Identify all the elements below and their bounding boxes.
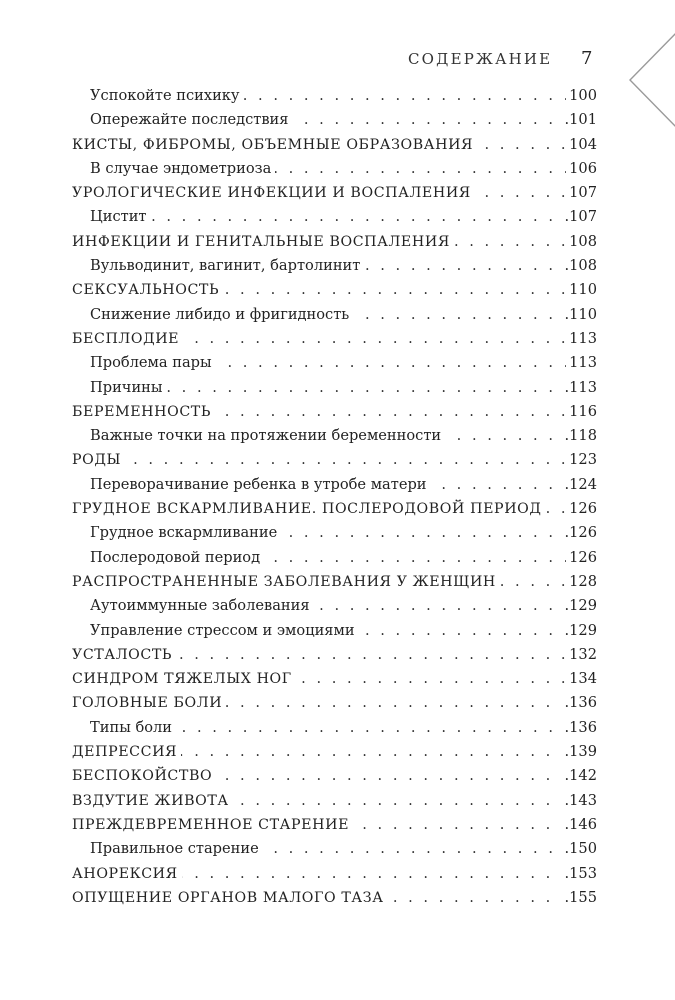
toc-entry[interactable]	[90, 424, 597, 448]
dot-leader	[72, 448, 597, 472]
toc-entry-title: Вульводинит, вагинит, бартолинит	[90, 257, 364, 274]
toc-entry-page: .101	[562, 108, 598, 132]
toc-entry-title: Причины	[90, 379, 167, 396]
toc-entry[interactable]	[72, 230, 597, 254]
toc-entry[interactable]	[72, 789, 597, 813]
toc-entry[interactable]	[90, 376, 597, 400]
toc-entry-page: 113	[566, 327, 597, 351]
toc-entry-page: .118	[562, 424, 598, 448]
toc-entry-page: 126	[566, 497, 597, 521]
toc-entry-title: УСТАЛОСТЬ	[72, 647, 176, 663]
toc-entry[interactable]	[90, 546, 597, 570]
toc-entry[interactable]	[72, 327, 597, 351]
toc-entry-title: Типы боли	[90, 719, 176, 736]
toc-entry[interactable]	[90, 619, 597, 643]
toc-entry-page: 107	[566, 181, 597, 205]
toc-entry-title: В случае эндометриоза	[90, 160, 275, 177]
toc-entry-title: ГОЛОВНЫЕ БОЛИ	[72, 695, 226, 711]
toc-entry[interactable]	[72, 570, 597, 594]
toc-entry-title: РОДЫ	[72, 452, 125, 468]
toc-entry[interactable]	[90, 84, 597, 108]
toc-entry[interactable]	[90, 157, 597, 181]
toc-entry-title: Успокойте психику	[90, 87, 244, 104]
toc-entry-page: .143	[562, 789, 598, 813]
toc-entry-page: .126	[562, 521, 598, 545]
toc-entry-title: ПРЕЖДЕВРЕМЕННОЕ СТАРЕНИЕ	[72, 817, 353, 833]
toc-entry-title: Грудное вскармливание	[90, 524, 281, 541]
toc-entry-title: СЕКСУАЛЬНОСТЬ	[72, 282, 223, 298]
table-of-contents	[72, 84, 597, 910]
toc-entry[interactable]	[72, 740, 597, 764]
toc-entry-title: СИНДРОМ ТЯЖЕЛЫХ НОГ	[72, 671, 296, 687]
toc-entry-title: Проблема пары	[90, 354, 216, 371]
dot-leader	[90, 205, 597, 229]
toc-entry-title: Цистит	[90, 208, 151, 225]
toc-entry-title: БЕРЕМЕННОСТЬ	[72, 404, 215, 420]
toc-entry-page: .136	[562, 691, 598, 715]
toc-entry[interactable]	[72, 667, 597, 691]
toc-entry-page: 132	[566, 643, 597, 667]
toc-entry[interactable]	[72, 497, 597, 521]
page-number: 7	[581, 48, 593, 69]
toc-entry-page: .139	[562, 740, 598, 764]
toc-entry-title: ВЗДУТИЕ ЖИВОТА	[72, 793, 233, 809]
toc-entry[interactable]	[72, 400, 597, 424]
toc-entry-title: ИНФЕКЦИИ И ГЕНИТАЛЬНЫЕ ВОСПАЛЕНИЯ	[72, 234, 454, 250]
toc-entry-title: АНОРЕКСИЯ	[72, 866, 182, 882]
toc-entry-page: 128	[566, 570, 597, 594]
toc-entry-title: УРОЛОГИЧЕСКИЕ ИНФЕКЦИИ И ВОСПАЛЕНИЯ	[72, 185, 475, 201]
toc-entry-page: .110	[562, 303, 598, 327]
toc-entry-title: Переворачивание ребенка в утробе матери	[90, 476, 431, 493]
toc-entry-title: Важные точки на протяжении беременности	[90, 427, 445, 444]
toc-entry[interactable]	[90, 108, 597, 132]
toc-entry[interactable]	[90, 837, 597, 861]
page-corner-arrow-icon	[624, 22, 675, 142]
toc-entry-page: .153	[562, 862, 598, 886]
toc-entry-title: БЕСПЛОДИЕ	[72, 331, 183, 347]
toc-entry[interactable]	[72, 691, 597, 715]
toc-entry-page: 100	[566, 84, 597, 108]
toc-entry[interactable]	[72, 448, 597, 472]
toc-entry-page: .155	[562, 886, 598, 910]
toc-entry-page: .108	[562, 254, 598, 278]
toc-entry-title: Снижение либидо и фригидность	[90, 306, 353, 323]
header-title: СОДЕРЖАНИЕ	[408, 50, 553, 68]
toc-entry[interactable]	[72, 278, 597, 302]
toc-entry-page: 106	[566, 157, 597, 181]
toc-entry-page: .124	[562, 473, 598, 497]
toc-entry[interactable]	[72, 764, 597, 788]
toc-entry-page: 126	[566, 546, 597, 570]
toc-entry-page: .142	[562, 764, 598, 788]
toc-entry[interactable]	[90, 303, 597, 327]
toc-entry[interactable]	[72, 813, 597, 837]
toc-entry-page: 113	[566, 351, 597, 375]
toc-entry-page: .107	[562, 205, 598, 229]
toc-entry-title: Послеродовой период	[90, 549, 264, 566]
toc-entry-page: .150	[562, 837, 598, 861]
toc-entry-page: 110	[566, 278, 597, 302]
toc-entry[interactable]	[72, 886, 597, 910]
toc-entry-title: БЕСПОКОЙСТВО	[72, 768, 216, 784]
toc-entry-title: ГРУДНОЕ ВСКАРМЛИВАНИЕ. ПОСЛЕРОДОВОЙ ПЕРИОД	[72, 501, 546, 517]
toc-entry-page: 123	[566, 448, 597, 472]
toc-entry-title: Опережайте последствия	[90, 111, 292, 128]
toc-entry[interactable]	[90, 473, 597, 497]
toc-entry[interactable]	[90, 351, 597, 375]
toc-entry-title: Аутоиммунные заболевания	[90, 597, 314, 614]
toc-entry[interactable]	[90, 205, 597, 229]
toc-entry-title: ДЕПРЕССИЯ	[72, 744, 181, 760]
toc-entry[interactable]	[90, 716, 597, 740]
toc-entry-page: .113	[562, 376, 598, 400]
toc-entry[interactable]	[72, 181, 597, 205]
toc-entry-page: 108	[566, 230, 597, 254]
toc-entry[interactable]	[90, 521, 597, 545]
toc-entry-page: 134	[566, 667, 597, 691]
toc-entry-page: .136	[562, 716, 598, 740]
toc-entry-page: 104	[566, 133, 597, 157]
toc-entry-page: .129	[562, 619, 598, 643]
toc-entry-title: Управление стрессом и эмоциями	[90, 622, 359, 639]
toc-entry-page: .146	[562, 813, 598, 837]
toc-entry[interactable]	[72, 133, 597, 157]
toc-entry-title: КИСТЫ, ФИБРОМЫ, ОБЪЕМНЫЕ ОБРАЗОВАНИЯ	[72, 137, 477, 153]
toc-entry-title: ОПУЩЕНИЕ ОРГАНОВ МАЛОГО ТАЗА	[72, 890, 388, 906]
toc-entry-page: 116	[566, 400, 597, 424]
toc-entry[interactable]	[72, 643, 597, 667]
toc-entry-title: РАСПРОСТРАНЕННЫЕ ЗАБОЛЕВАНИЯ У ЖЕНЩИН	[72, 574, 500, 590]
toc-entry-page: .129	[562, 594, 598, 618]
toc-entry[interactable]	[72, 862, 597, 886]
toc-entry-title: Правильное старение	[90, 840, 263, 857]
toc-entry[interactable]	[90, 254, 597, 278]
toc-entry[interactable]	[90, 594, 597, 618]
